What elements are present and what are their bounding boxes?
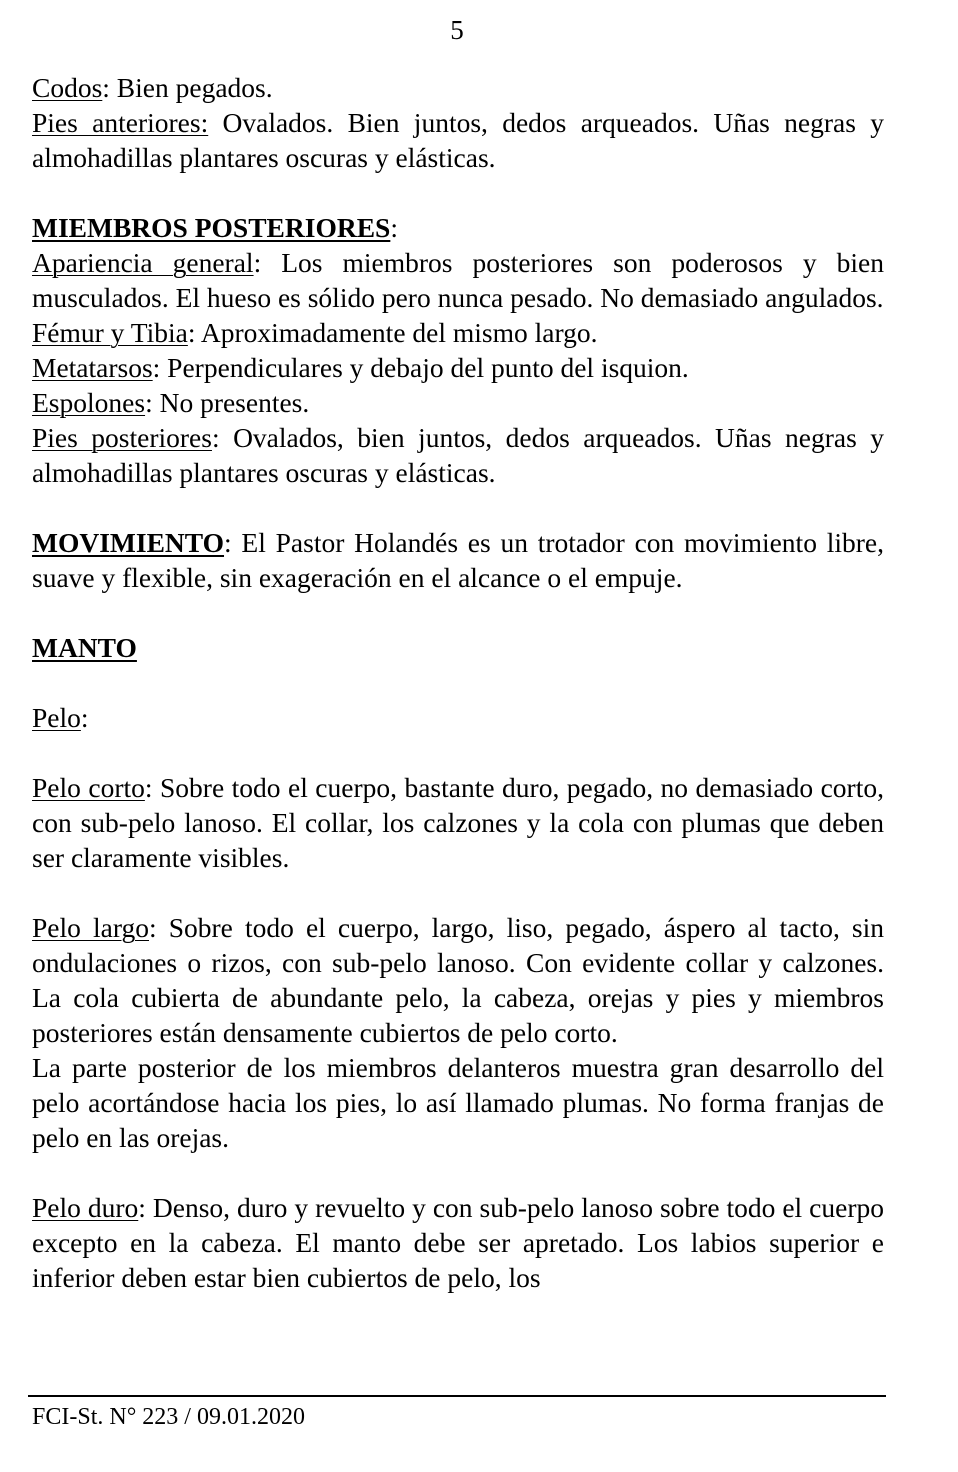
- metatarsus-paragraph: [32, 350, 884, 385]
- femur-label: Fémur y Tibia: [32, 317, 188, 348]
- elbows-paragraph: [32, 70, 884, 105]
- fore-feet-text: Ovalados. Bien juntos, dedos arqueados. Uñas negras y almohadillas plantares oscuras y elásticas.: [32, 107, 884, 173]
- footer-reference: FCI-St. N° 223 / 09.01.2020: [32, 1404, 305, 1430]
- coat-heading: MANTO: [32, 632, 137, 663]
- coat-heading-line: [32, 630, 884, 665]
- dewclaws-label: Espolones: [32, 387, 146, 418]
- document-body: [32, 70, 884, 1295]
- hair-label: Pelo: [32, 702, 81, 733]
- hair-suffix: :: [80, 702, 89, 733]
- movement-text: : El Pastor Holandés es un trotador con movimiento libre, suave y flexible, sin exageración en el alcance o el empuje.: [32, 527, 884, 593]
- dewclaws-paragraph: [32, 385, 884, 420]
- rough-hair-paragraph: [32, 1190, 884, 1295]
- hind-general-label: Apariencia general: [32, 247, 254, 278]
- hind-feet-label: Pies posteriores: [32, 422, 212, 453]
- hind-general-paragraph: [32, 245, 884, 315]
- rough-hair-text: : Denso, duro y revuelto y con sub-pelo lanoso sobre todo el cuerpo excepto en la cabeza. El manto debe ser apretado. Los labios superior e inferior deben estar bien cubiertos de pelo, los: [32, 1192, 884, 1293]
- rough-hair-label: Pelo duro: [32, 1192, 139, 1223]
- fore-feet-paragraph: [32, 105, 884, 175]
- hindquarters-heading-line: [32, 210, 884, 245]
- hindquarters-heading: MIEMBROS POSTERIORES: [32, 212, 391, 243]
- long-hair-paragraph: [32, 910, 884, 1050]
- long-hair-text: : Sobre todo el cuerpo, largo, liso, pegado, áspero al tacto, sin ondulaciones o rizos, con sub-pelo lanoso. Con evidente collar y calzones. La cola cubierta de abundante pelo, la cabeza, orejas y pies y miembros posteriores están densamente cubiertos de pelo corto.: [32, 912, 884, 1048]
- femur-paragraph: [32, 315, 884, 350]
- hindquarters-heading-suffix: :: [390, 212, 398, 243]
- elbows-text: : Bien pegados.: [102, 72, 273, 103]
- elbows-label: Codos: [32, 72, 103, 103]
- long-hair-paragraph-2: La parte posterior de los miembros delanteros muestra gran desarrollo del pelo acortándose hacia los pies, lo así llamado plumas. No forma franjas de pelo en las orejas.: [32, 1052, 884, 1153]
- movement-heading: MOVIMIENTO: [32, 527, 225, 558]
- movement-paragraph: [32, 525, 884, 595]
- metatarsus-text: : Perpendiculares y debajo del punto del isquion.: [152, 352, 689, 383]
- long-hair-label: Pelo largo: [32, 912, 149, 943]
- fore-feet-label: Pies anteriores:: [32, 107, 209, 138]
- femur-text: : Aproximadamente del mismo largo.: [187, 317, 598, 348]
- hind-general-text: : Los miembros posteriores son poderosos y bien musculados. El hueso es sólido pero nunca pesado. No demasiado angulados.: [32, 247, 884, 313]
- footer-rule: [28, 1395, 886, 1397]
- metatarsus-label: Metatarsos: [32, 352, 153, 383]
- short-hair-text: : Sobre todo el cuerpo, bastante duro, pegado, no demasiado corto, con sub-pelo lanoso. El collar, los calzones y la cola con plumas que deben ser claramente visibles.: [32, 772, 884, 873]
- hind-feet-paragraph: [32, 420, 884, 490]
- short-hair-paragraph: [32, 770, 884, 875]
- hind-feet-text: : Ovalados, bien juntos, dedos arqueados. Uñas negras y almohadillas plantares oscuras y elásticas.: [32, 422, 884, 488]
- dewclaws-text: : No presentes.: [145, 387, 310, 418]
- page-number: 5: [450, 15, 464, 45]
- short-hair-label: Pelo corto: [32, 772, 145, 803]
- hair-paragraph: [32, 700, 884, 735]
